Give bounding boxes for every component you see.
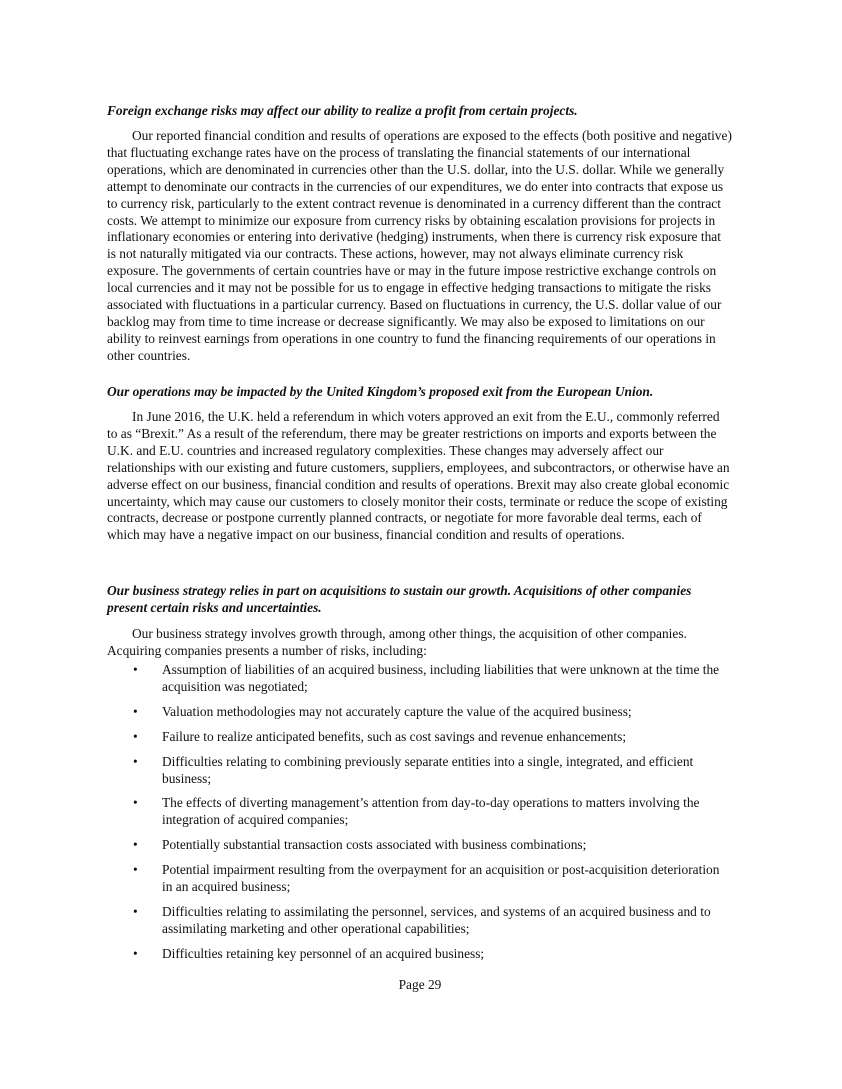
- list-item-text: Difficulties relating to assimilating the personnel, services, and systems of an acquired business and to assimilating marketing and other operational capabilities;: [162, 903, 711, 936]
- list-item-text: Difficulties relating to combining previously separate entities into a single, integrated, and efficient business;: [162, 753, 694, 786]
- list-item: [107, 662, 733, 696]
- page-number: Page 29: [398, 977, 442, 992]
- bullet-icon: •: [133, 728, 138, 744]
- bullet-icon: •: [133, 862, 138, 878]
- acquisition-risks-list: [107, 662, 733, 971]
- section-heading-foreign-exchange: Foreign exchange risks may affect our ability to realize a profit from certain projects.: [107, 103, 578, 118]
- list-item: [107, 795, 733, 829]
- list-item: [107, 946, 733, 963]
- bullet-icon: •: [133, 753, 138, 769]
- bullet-icon: •: [133, 662, 138, 677]
- list-item: [107, 704, 733, 721]
- list-item: [107, 729, 733, 746]
- list-item: [107, 904, 733, 938]
- list-item-text: The effects of diverting management’s attention from day-to-day operations to matters involving the integration of acquired companies;: [162, 795, 700, 828]
- list-item: [107, 754, 733, 788]
- list-item-text: Potentially substantial transaction costs associated with business combinations;: [162, 837, 587, 853]
- bullet-icon: •: [133, 903, 138, 919]
- section-heading-brexit: Our operations may be impacted by the United Kingdom’s proposed exit from the European Union.: [107, 384, 654, 399]
- list-item: [107, 862, 733, 896]
- section-paragraph-acquisitions: Our business strategy involves growth through, among other things, the acquisition of other companies. Acquiring companies presents a number of risks, including:: [107, 626, 687, 658]
- list-item: [107, 837, 733, 854]
- list-item-text: Failure to realize anticipated benefits, such as cost savings and revenue enhancements;: [162, 728, 627, 744]
- bullet-icon: •: [133, 837, 138, 853]
- bullet-icon: •: [133, 945, 138, 961]
- bullet-icon: •: [133, 703, 138, 719]
- bullet-icon: •: [133, 795, 138, 811]
- section-paragraph-foreign-exchange: Our reported financial condition and results of operations are exposed to the effects (both positive and negative) that fluctuating exchange rates have on the process of translating the financial statements of our international operations, which are denominated in currencies other than the U.S. dollar, into the U.S. dollar. While we generally attempt to denominate our contracts in the currencies of our expenditures, we do enter into contracts that expose us to currency risk, particularly to the extent contract revenue is denominated in a currency different than the contract costs. We attempt to minimize our exposure from currency risks by obtaining escalation provisions for projects in inflationary economies or entering into derivative (hedging) instruments, when there is currency risk exposure that is not naturally mitigated via our contracts. These actions, however, may not always eliminate currency risk exposure. The governments of certain countries have or may in the future impose restrictive exchange controls on local currencies and it may not be possible for us to engage in effective hedging transactions to mitigate the risks associated with fluctuations in a particular currency. Based on fluctuations in currency, the U.S. dollar value of our backlog may from time to time increase or decrease significantly. We may also be exposed to limitations on our ability to reinvest earnings from operations in one country to fund the financing requirements of our operations in other countries.: [107, 128, 732, 363]
- list-item-text: Assumption of liabilities of an acquired business, including liabilities that were unknown at the time the acquisition was negotiated;: [162, 662, 720, 694]
- section-paragraph-brexit: In June 2016, the U.K. held a referendum in which voters approved an exit from the E.U., commonly referred to as “Brexit.” As a result of the referendum, there may be greater restrictions on imports and exports between the U.K. and E.U. countries and increased regulatory complexities. These changes may adversely affect our relationships with our existing and future customers, suppliers, employees, and subcontractors, or otherwise have an adverse effect on our business, financial condition and results of operations. Brexit may also create global economic uncertainty, which may cause our customers to closely monitor their costs, terminate or reduce the scope of existing contracts, decrease or postpone currently planned contracts, or negotiate for more favorable deal terms, each of which may have a negative impact on our business, financial condition and results of operations.: [107, 409, 730, 543]
- list-item-text: Difficulties retaining key personnel of an acquired business;: [162, 945, 485, 961]
- list-item-text: Valuation methodologies may not accurately capture the value of the acquired business;: [162, 703, 632, 719]
- list-item-text: Potential impairment resulting from the overpayment for an acquisition or post-acquisition deterioration in an acquired business;: [162, 862, 720, 895]
- section-heading-acquisitions: Our business strategy relies in part on acquisitions to sustain our growth. Acquisitions of other companies present certain risks and uncertainties.: [107, 583, 692, 615]
